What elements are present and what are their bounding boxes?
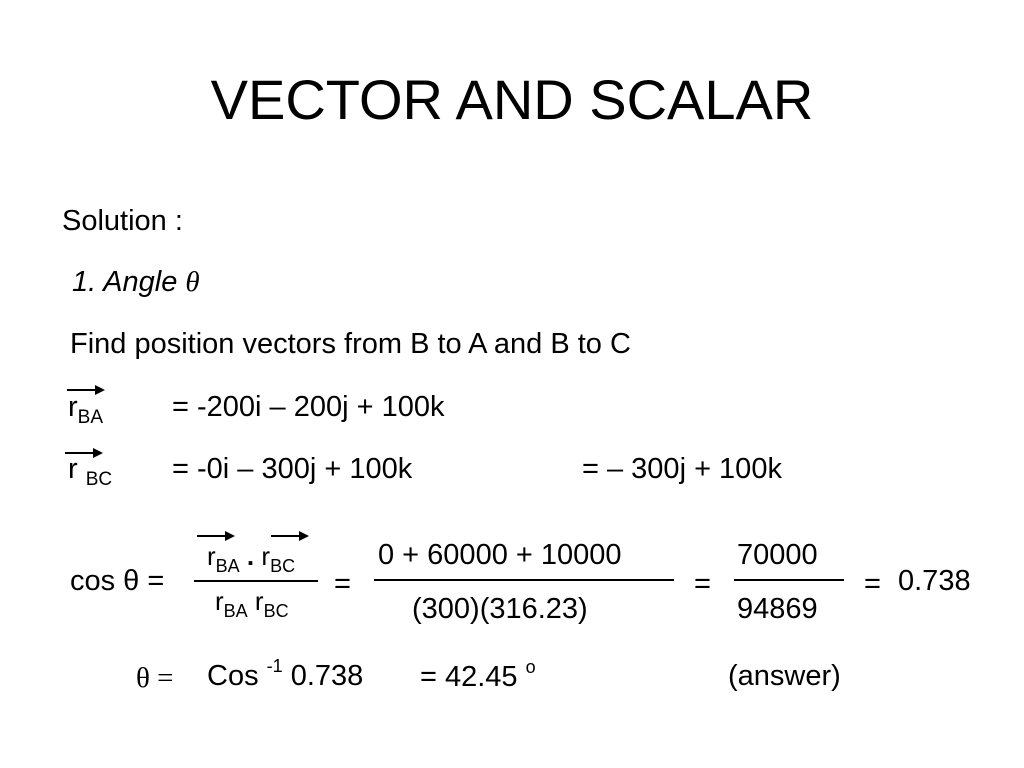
instruction-text: Find position vectors from B to A and B to C — [70, 328, 631, 360]
cos-theta-lhs: cos θ = — [70, 565, 165, 597]
r-bc-expression: = -0i – 300j + 100k — [172, 453, 413, 485]
dot-r2: r — [261, 541, 271, 571]
equals-sign-2: = — [694, 568, 711, 600]
vector-arrow-icon — [196, 530, 236, 542]
vector-arrow-icon — [270, 530, 310, 542]
step-heading — [72, 268, 200, 297]
dot-product-numerator — [207, 541, 296, 576]
theta-symbol: θ — [185, 266, 200, 298]
cos-result: 0.738 — [898, 565, 971, 597]
r-ba-subscript: BA — [77, 407, 104, 428]
degree-superscript: o — [525, 657, 536, 677]
r-bc-label — [68, 453, 113, 490]
equals-sign-1: = — [334, 568, 351, 600]
r-bc-symbol: r — [68, 453, 78, 485]
mag-sub1: BA — [223, 601, 248, 621]
final-lhs: θ = — [136, 662, 174, 694]
numerator-3: 70000 — [737, 539, 818, 571]
answer-note: (answer) — [728, 660, 841, 692]
fraction-bar — [374, 579, 674, 581]
final-result — [420, 657, 536, 693]
dot-r1: r — [207, 541, 216, 571]
denominator-2: (300)(316.23) — [412, 593, 588, 625]
r-bc-simplified: = – 300j + 100k — [582, 453, 782, 485]
solution-label: Solution : — [62, 205, 183, 237]
step-label: 1. Angle — [72, 266, 178, 298]
final-equals-result: = 42.45 — [420, 661, 518, 693]
mag-r1: r — [215, 586, 224, 616]
fraction-bar — [734, 579, 844, 581]
r-ba-symbol: r — [68, 391, 78, 423]
dot-sub1: BA — [215, 556, 240, 576]
inverse-cos-expression — [207, 656, 364, 692]
denominator-3: 94869 — [737, 593, 818, 625]
r-ba-expression: = -200i – 200j + 100k — [172, 391, 445, 423]
r-bc-subscript: BC — [85, 469, 113, 490]
dot-operator: . — [246, 541, 255, 571]
magnitude-denominator — [215, 586, 289, 621]
mag-r2: r — [254, 586, 264, 616]
final-value: 0.738 — [290, 660, 364, 692]
dot-sub2: BC — [270, 556, 296, 576]
final-theta-lhs — [136, 664, 174, 693]
cos-text: Cos — [207, 660, 259, 692]
equals-sign-3: = — [864, 568, 881, 600]
cos-superscript: -1 — [266, 656, 283, 676]
numerator-2: 0 + 60000 + 10000 — [378, 539, 622, 571]
fraction-bar — [194, 580, 318, 582]
slide-title: VECTOR AND SCALAR — [210, 68, 814, 131]
mag-sub2: BC — [263, 601, 289, 621]
r-ba-label — [68, 391, 104, 428]
